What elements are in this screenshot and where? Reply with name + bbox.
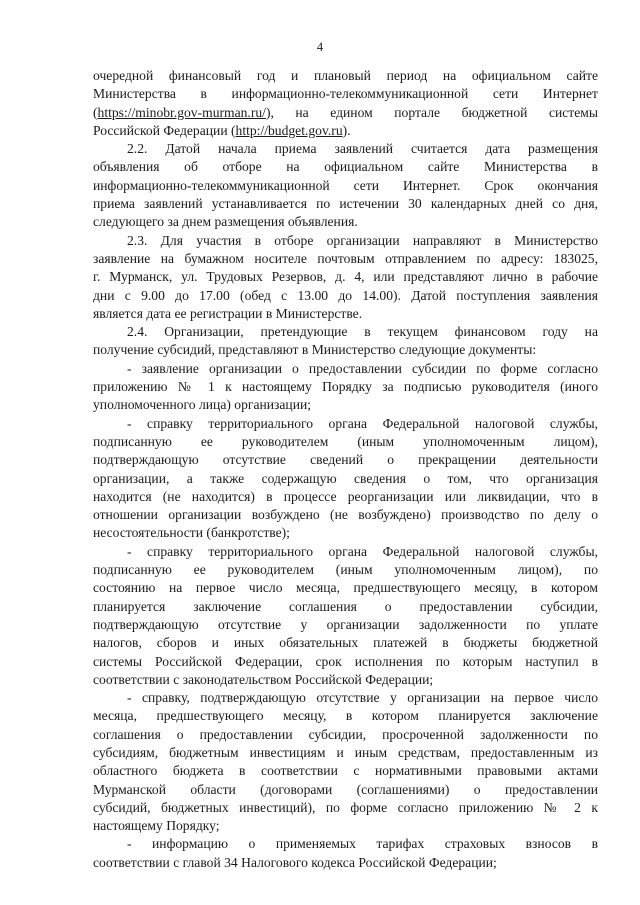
- text-line: соглашения о предоставлении субсидии, просроченной задолженности по: [93, 726, 598, 742]
- text-line: (https://minobr.gov-murman.ru/), на едином портале бюджетной системы: [93, 104, 598, 120]
- text-line: г. Мурманск, ул. Трудовых Резервов, д. 4, или представляют лично в рабочие: [93, 269, 598, 285]
- text-line: очередной финансовый год и плановый период на официальном сайте: [93, 68, 598, 83]
- text-line: подтверждающую отсутствие у организации задолженности по уплате: [93, 616, 598, 632]
- text-line: приема заявлений устанавливается по истечении 30 календарных дней со дня,: [93, 196, 598, 212]
- text-line: дни с 9.00 до 17.00 (обед с 13.00 до 14.00). Датой поступления заявления: [93, 287, 598, 303]
- document-body: [93, 67, 598, 872]
- url-link[interactable]: https://minobr.gov-murman.ru/: [97, 104, 266, 120]
- page-number: 4: [316, 40, 324, 54]
- text-line: соответствии с законодательством Российской Федерации;: [93, 671, 434, 687]
- url-link[interactable]: http://budget.gov.ru: [235, 122, 343, 138]
- text-line: Российской Федерации (http://budget.gov.ru).: [93, 122, 351, 138]
- text-line: 2.4. Организации, претендующие в текущем финансовом году на: [127, 324, 598, 340]
- text-line: заявление на бумажном носителе почтовым отправлением по адресу: 183025,: [93, 250, 598, 266]
- text-line: подтверждающую отсутствие сведений о прекращении деятельности: [93, 452, 598, 468]
- text-line: Министерства в информационно-телекоммуникационной сети Интернет: [93, 86, 598, 102]
- text-line: объявления об отборе на официальном сайте Министерства в: [93, 159, 598, 175]
- text-line: субсидиям, бюджетным инвестициям и иным средствам, предоставленным из: [93, 744, 598, 760]
- text-line: - справку территориального органа Федеральной налоговой службы,: [127, 543, 598, 559]
- text-line: является дата ее регистрации в Министерстве.: [93, 305, 363, 321]
- text-line: - справку территориального органа Федеральной налоговой службы,: [127, 415, 598, 431]
- text-line: системы Российской Федерации, срок исполнения по которым наступил в: [93, 653, 598, 669]
- text-line: приложению № 1 к настоящему Порядку за подписью руководителя (иного: [93, 379, 598, 395]
- text-line: подписанную ее руководителем (иным уполномоченным лицом), по: [93, 562, 598, 578]
- text-line: - информацию о применяемых тарифах страховых взносов в: [127, 836, 598, 852]
- text-line: соответствии с главой 34 Налогового кодекса Российской Федерации;: [93, 854, 497, 870]
- text-line: получение субсидий, представляют в Министерство следующие документы:: [93, 342, 537, 358]
- text-line: 2.3. Для участия в отборе организации направляют в Министерство: [127, 232, 598, 248]
- text-line: - заявление организации о предоставлении субсидии по форме согласно: [127, 360, 598, 376]
- text-line: следующего за днем размещения объявления.: [93, 214, 358, 230]
- text-line: отношении организации возбуждено (не возбуждено) производство по делу о: [93, 507, 598, 523]
- text-line: уполномоченного лица) организации;: [93, 397, 312, 413]
- text-line: месяца, предшествующего месяцу, в котором планируется заключение: [93, 708, 598, 724]
- text-line: планируется заключение соглашения о предоставлении субсидии,: [93, 598, 598, 614]
- text-line: организации, а также содержащую сведения о том, что организация: [93, 470, 598, 486]
- text-line: настоящему Порядку;: [93, 818, 220, 834]
- text-line: информационно-телекоммуникационной сети Интернет. Срок окончания: [93, 177, 598, 193]
- text-line: несостоятельности (банкротстве);: [93, 525, 290, 541]
- text-line: находится (не находится) в процессе реорганизации или ликвидации, что в: [93, 488, 598, 504]
- text-line: - справку, подтверждающую отсутствие у организации на первое число: [127, 690, 598, 706]
- text-line: Мурманской области (договорами (соглашениями) о предоставлении: [93, 781, 598, 797]
- text-line: подписанную ее руководителем (иным уполномоченным лицом),: [93, 433, 598, 449]
- text-line: 2.2. Датой начала приема заявлений считается дата размещения: [127, 141, 598, 157]
- text-line: субсидий, бюджетных инвестиций), по форме согласно приложению № 2 к: [93, 799, 598, 815]
- text-line: налогов, сборов и иных обязательных платежей в бюджеты бюджетной: [93, 635, 598, 651]
- text-line: областного бюджета в соответствии с нормативными правовыми актами: [93, 763, 598, 779]
- text-line: состоянию на первое число месяца, предшествующего месяцу, в котором: [93, 580, 598, 596]
